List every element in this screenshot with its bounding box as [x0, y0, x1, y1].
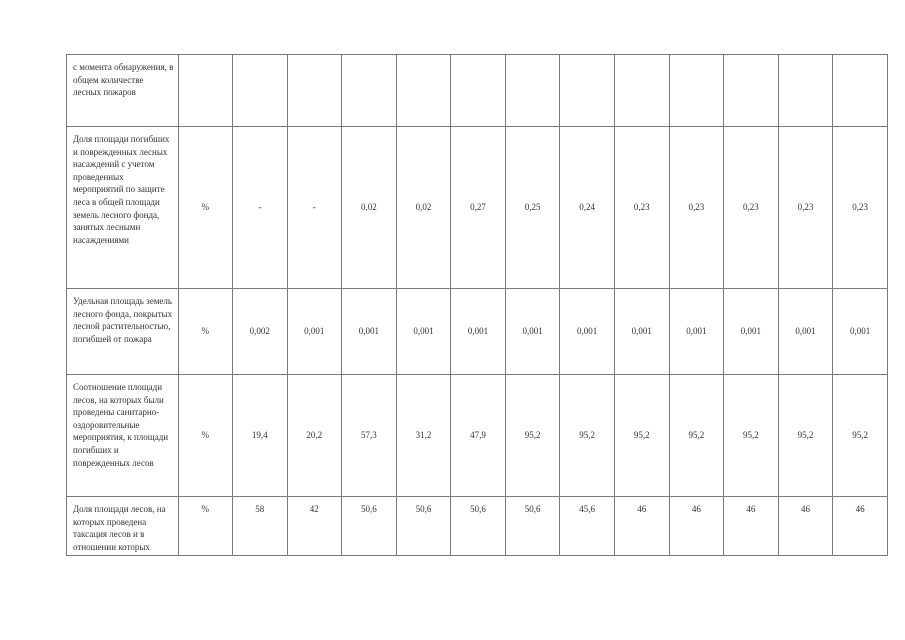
indicator-label: Соотношение площади лесов, на которых были проведены санитарно-оздоровительные мероприятия, к площади погибших и поврежденных лесов — [67, 375, 179, 497]
indicators-table — [66, 54, 888, 556]
value-cell — [232, 55, 287, 127]
value-cell: 0,001 — [560, 289, 615, 375]
table-row — [67, 497, 888, 556]
indicator-label: с момента обнаружения, в общем количестве лесных пожаров — [67, 55, 179, 127]
value-cell: 0,23 — [833, 127, 888, 289]
value-cell: 0,001 — [614, 289, 669, 375]
value-cell: - — [287, 127, 342, 289]
value-cell: 95,2 — [778, 375, 833, 497]
unit-cell — [178, 55, 232, 127]
value-cell — [342, 55, 397, 127]
value-cell — [396, 55, 451, 127]
value-cell — [451, 55, 506, 127]
value-cell: 0,002 — [232, 289, 287, 375]
value-cell — [778, 55, 833, 127]
value-cell: 50,6 — [505, 497, 560, 556]
value-cell: 57,3 — [342, 375, 397, 497]
value-cell: 46 — [669, 497, 724, 556]
value-cell: 0,23 — [614, 127, 669, 289]
value-cell — [614, 55, 669, 127]
value-cell: - — [232, 127, 287, 289]
value-cell: 0,23 — [778, 127, 833, 289]
indicator-label: Удельная площадь земель лесного фонда, покрытых лесной растительностью, погибшей от пожара — [67, 289, 179, 375]
unit-cell: % — [178, 127, 232, 289]
value-cell: 0,001 — [287, 289, 342, 375]
value-cell: 0,001 — [724, 289, 779, 375]
value-cell: 0,24 — [560, 127, 615, 289]
value-cell — [287, 55, 342, 127]
value-cell: 0,23 — [724, 127, 779, 289]
value-cell: 0,001 — [505, 289, 560, 375]
indicator-label: Доля площади погибших и поврежденных лесных насаждений с учетом проведенных мероприятий по защите леса в общей площади земель лесного фонда, занятых лесными насаждениями — [67, 127, 179, 289]
value-cell: 0,02 — [396, 127, 451, 289]
value-cell: 95,2 — [614, 375, 669, 497]
value-cell: 0,27 — [451, 127, 506, 289]
value-cell: 46 — [833, 497, 888, 556]
value-cell: 0,23 — [669, 127, 724, 289]
unit-cell: % — [178, 497, 232, 556]
value-cell: 50,6 — [342, 497, 397, 556]
value-cell: 95,2 — [724, 375, 779, 497]
value-cell: 95,2 — [560, 375, 615, 497]
value-cell — [724, 55, 779, 127]
value-cell: 95,2 — [669, 375, 724, 497]
value-cell: 31,2 — [396, 375, 451, 497]
unit-cell: % — [178, 375, 232, 497]
value-cell: 0,001 — [342, 289, 397, 375]
value-cell: 19,4 — [232, 375, 287, 497]
value-cell: 46 — [724, 497, 779, 556]
table-row — [67, 289, 888, 375]
value-cell: 50,6 — [396, 497, 451, 556]
value-cell: 20,2 — [287, 375, 342, 497]
value-cell: 0,02 — [342, 127, 397, 289]
value-cell: 46 — [778, 497, 833, 556]
value-cell: 95,2 — [833, 375, 888, 497]
value-cell: 50,6 — [451, 497, 506, 556]
indicator-label: Доля площади лесов, на которых проведена таксация лесов и в отношении которых — [67, 497, 179, 556]
value-cell: 95,2 — [505, 375, 560, 497]
value-cell — [833, 55, 888, 127]
table-row — [67, 55, 888, 127]
unit-cell: % — [178, 289, 232, 375]
value-cell — [505, 55, 560, 127]
value-cell: 46 — [614, 497, 669, 556]
value-cell: 0,001 — [396, 289, 451, 375]
value-cell: 0,001 — [833, 289, 888, 375]
value-cell: 0,25 — [505, 127, 560, 289]
value-cell: 0,001 — [778, 289, 833, 375]
value-cell — [560, 55, 615, 127]
table-row — [67, 375, 888, 497]
value-cell: 47,9 — [451, 375, 506, 497]
value-cell: 0,001 — [451, 289, 506, 375]
value-cell: 42 — [287, 497, 342, 556]
value-cell: 58 — [232, 497, 287, 556]
table-row — [67, 127, 888, 289]
value-cell: 45,6 — [560, 497, 615, 556]
value-cell — [669, 55, 724, 127]
value-cell: 0,001 — [669, 289, 724, 375]
